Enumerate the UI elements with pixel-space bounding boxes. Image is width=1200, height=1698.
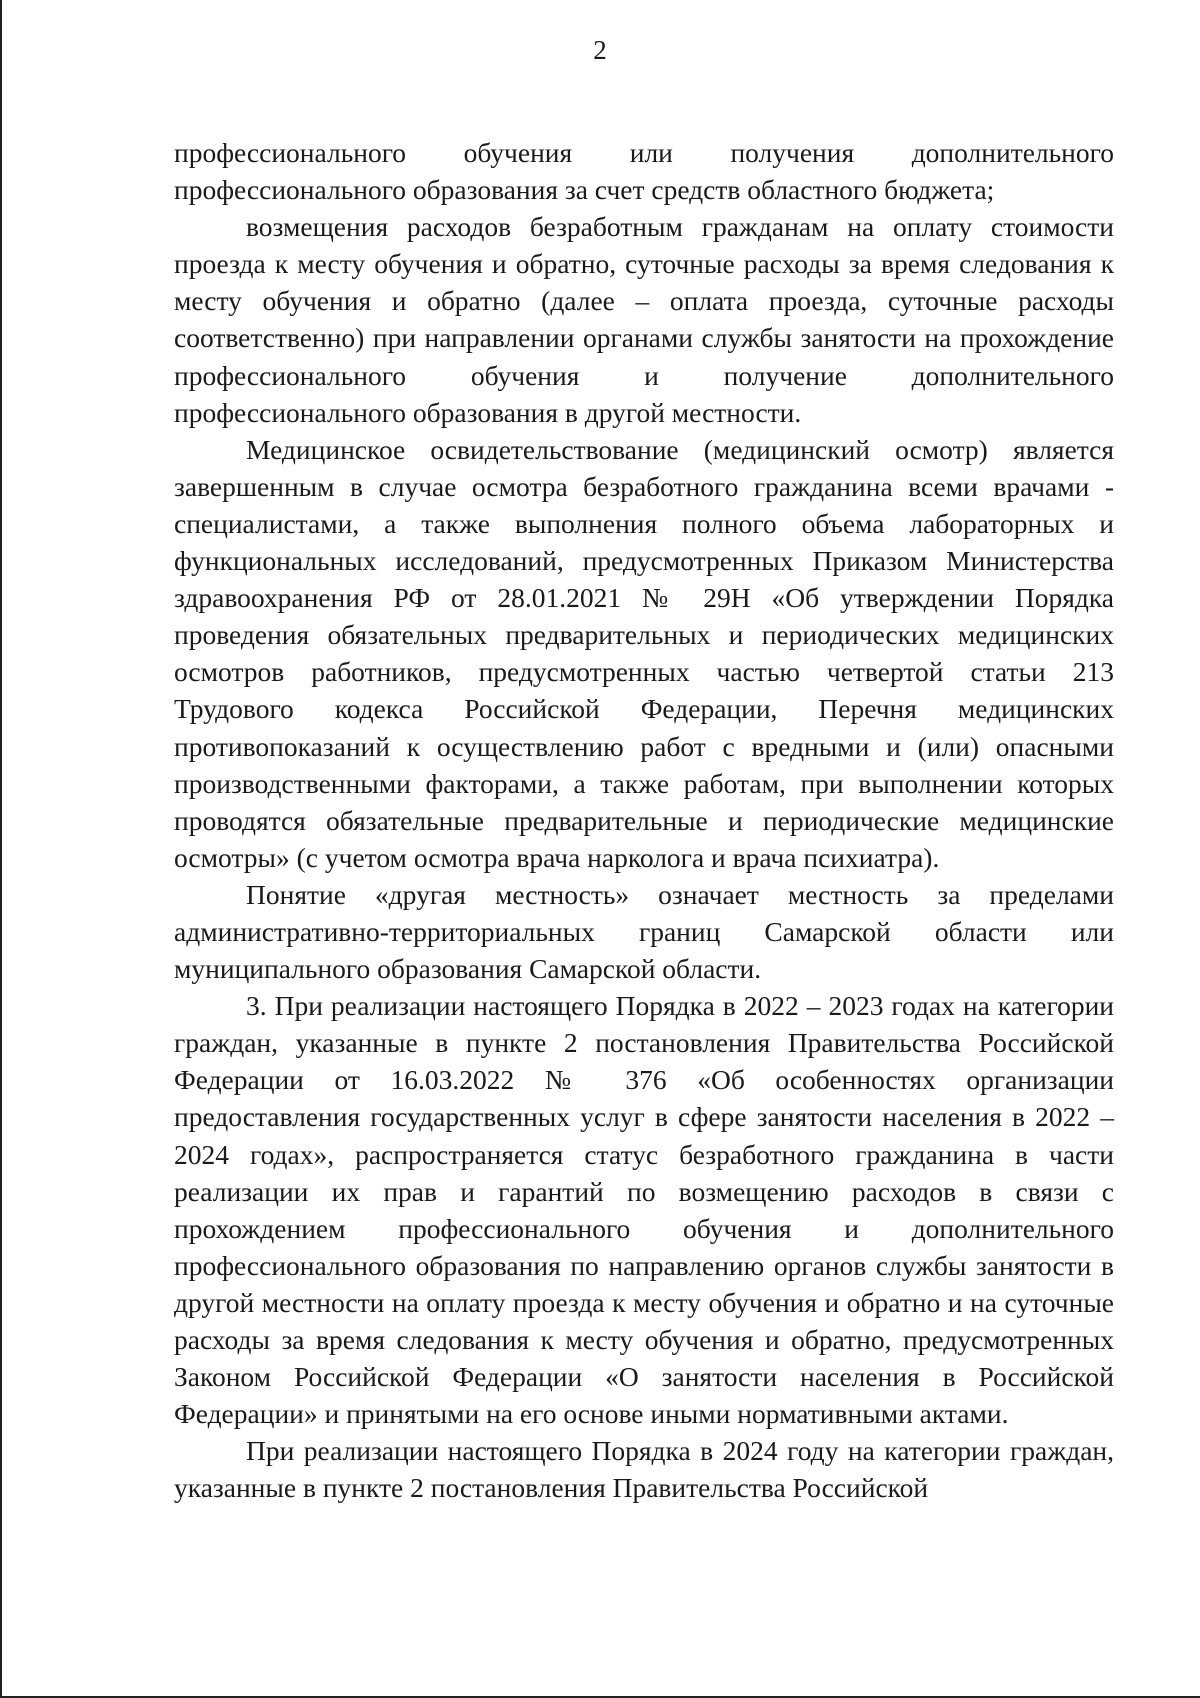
- paragraph-clause-3: 3. При реализации настоящего Порядка в 2022 – 2023 годах на категории граждан, указанные в пункте 2 постановления Правительства Российской Федерации от 16.03.2022 № 376 «Об особенностях организации предоставления государственных услуг в сфере занятости населения в 2022 – 2024 годах», распространяется статус безработного гражданина в части реализации их прав и гарантий по возмещению расходов в связи с прохождением профессионального обучения и дополнительного профессионального образования по направлению органов службы занятости в другой местности на оплату проезда к месту обучения и обратно и на суточные расходы за время следования к месту обучения и обратно, предусмотренных Законом Российской Федерации «О занятости населения в Российской Федерации» и принятыми на его основе иными нормативными актами.: [174, 990, 1114, 1430]
- paragraph-2024: При реализации настоящего Порядка в 2024 году на категории граждан, указанные в пункте 2 постановления Правительства Российской: [174, 1435, 1114, 1504]
- paragraph-medical-examination: Медицинское освидетельствование (медицинский осмотр) является завершенным в случае осмотра безработного гражданина всеми врачами - специалистами, а также выполнения полного объема лабораторных и функциональных исследований, предусмотренных Приказом Министерства здравоохранения РФ от 28.01.2021 № 29Н «Об утверждении Порядка проведения обязательных предварительных и периодических медицинских осмотров работников, предусмотренных частью четвертой статьи 213 Трудового кодекса Российской Федерации, Перечня медицинских противопоказаний к осуществлению работ с вредными и (или) опасными производственными факторами, а также работам, при выполнении которых проводятся обязательные предварительные и периодические медицинские осмотры» (с учетом осмотра врача нарколога и врача психиатра).: [174, 433, 1114, 873]
- paragraph-continuation: профессионального обучения или получения дополнительного профессионального образования за счет средств областного бюджета;: [174, 137, 1114, 206]
- paragraph-travel-reimbursement: возмещения расходов безработным гражданам на оплату стоимости проезда к месту обучения и обратно, суточные расходы за время следования к месту обучения и обратно (далее – оплата проезда, суточные расходы соответственно) при направлении органами службы занятости на прохождение профессионального обучения и получение дополнительного профессионального образования в другой местности.: [174, 211, 1114, 428]
- paragraph-other-locality: Понятие «другая местность» означает местность за пределами административно-территориальных границ Самарской области или муниципального образования Самарской области.: [174, 878, 1114, 985]
- page-number: 2: [593, 35, 607, 65]
- document-body: [174, 134, 1114, 1506]
- scan-left-edge: [0, 0, 2, 1698]
